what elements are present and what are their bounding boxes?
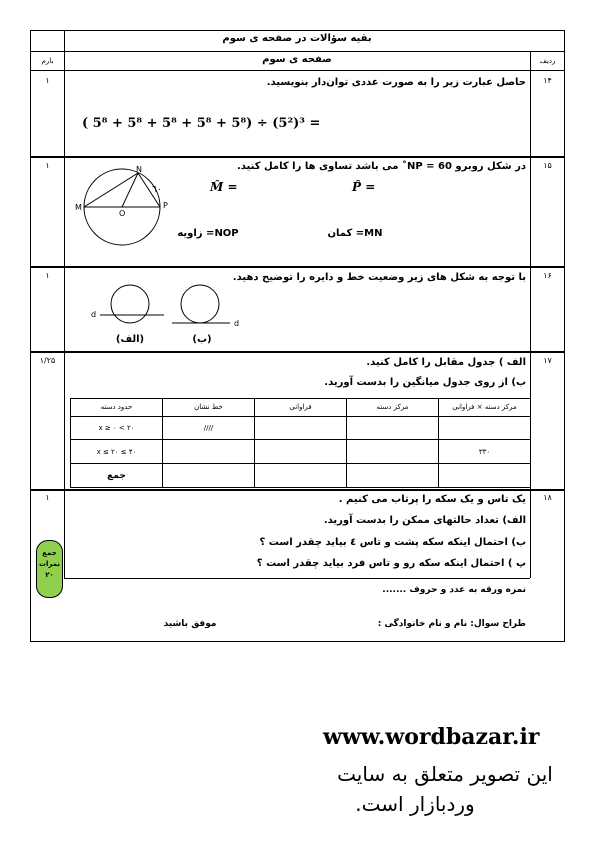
total-badge-line-2: نمرات — [38, 560, 61, 568]
question-18-part-c: پ ) احتمال اینکه سکه رو و تاس فرد بیاید چقدر است ؟ — [256, 558, 526, 569]
table-cell — [347, 464, 439, 488]
table-header-cell: حدود دسته — [71, 399, 163, 417]
table-header-cell: فراوانی — [255, 399, 347, 417]
total-badge-line-1: جمع — [42, 549, 57, 557]
point-p-label: P — [163, 201, 168, 210]
table-cell — [163, 440, 255, 464]
score-column-header: بارم — [41, 57, 54, 65]
table-cell: ۴۰ ≥ x ≤ ۲۰ — [71, 440, 163, 464]
frequency-table — [70, 398, 531, 488]
table-header-cell: خط نشان — [163, 399, 255, 417]
angle-60-label: ٦٠ — [152, 185, 162, 195]
figure-a-label: (الف) — [115, 334, 145, 345]
table-cell — [347, 440, 439, 464]
table-row — [71, 416, 531, 440]
question-15-text: در شکل روبرو NP = 60˚ می باشد تساوی ها را کامل کنید. — [236, 161, 526, 172]
circle-angle-figure — [74, 162, 174, 252]
table-cell — [439, 416, 531, 440]
watermark-url: www.wordbazar.ir — [323, 724, 540, 750]
question-17-part-a: الف ) جدول مقابل را کامل کنید. — [366, 357, 526, 368]
table-cell — [163, 464, 255, 488]
table-cell — [255, 440, 347, 464]
watermark-line-1: این تصویر متعلق به سایت — [337, 762, 553, 786]
question-16-text: با توجه به شکل های زیر وضعیت خط و دایره را توضیح دهید. — [232, 272, 526, 283]
table-cell: ۳۳۰ — [439, 440, 531, 464]
question-18-line-1: یک تاس و یک سکه را پرتاب می کنیم . — [338, 494, 526, 505]
question-16-number: ۱۶ — [543, 271, 552, 280]
question-designer: طراح سوال: نام و نام خانوادگی : — [377, 619, 526, 629]
table-header-row — [71, 399, 531, 417]
question-18-part-a: الف) تعداد حالتهای ممکن را بدست آورید. — [323, 515, 526, 526]
grade-in-words: نمره ورقه به عدد و حروف ....... — [382, 585, 526, 595]
question-15-arc-mn: MN= کمان — [327, 228, 383, 239]
question-17-part-b: ب) از روی جدول میانگین را بدست آورید. — [324, 377, 526, 388]
table-header-cell: مرکز دسته — [347, 399, 439, 417]
point-o-label: O — [119, 209, 126, 218]
question-14-score: ۱ — [45, 76, 50, 85]
question-14-expression: ( 5⁸ + 5⁸ + 5⁸ + 5⁸ + 5⁸) ÷ (5²)³ = — [82, 116, 321, 131]
table-cell: ۲۰ > x ≥ ۰ — [71, 416, 163, 440]
question-18-score: ۱ — [45, 493, 50, 502]
table-header-cell: مرکز دسته × فراوانی — [439, 399, 531, 417]
figure-b-label: (ب) — [192, 334, 212, 345]
question-18-number: ۱۸ — [543, 493, 552, 502]
row-column-header: ردیف — [539, 57, 556, 65]
point-m-label: M — [75, 203, 82, 212]
question-15-number: ۱۵ — [543, 161, 552, 170]
table-cell — [439, 464, 531, 488]
question-15-angle-nop: NOP= زاویه — [177, 228, 239, 239]
watermark-line-2: وردبازار است. — [355, 792, 475, 816]
page-title: صفحه ی سوم — [262, 54, 332, 65]
question-17-score: ۱/۲۵ — [39, 356, 56, 365]
line-d-label-a: d — [91, 310, 97, 319]
table-cell: جمع — [71, 464, 163, 488]
table-row — [71, 440, 531, 464]
question-15-m-angle: M̂ = — [210, 180, 238, 194]
question-16-score: ۱ — [45, 271, 50, 280]
table-cell — [255, 464, 347, 488]
question-17-number: ۱۷ — [543, 356, 552, 365]
point-n-label: N — [136, 165, 142, 174]
total-badge-line-3: ۲۰ — [45, 571, 54, 579]
question-18-part-b: ب) احتمال اینکه سکه پشت و تاس ٤ بیاید چقدر است ؟ — [259, 537, 526, 548]
table-cell: //// — [163, 416, 255, 440]
total-score-badge — [36, 540, 63, 598]
continue-title: بقیه سؤالات در صفحه ی سوم — [222, 33, 372, 44]
table-cell — [347, 416, 439, 440]
question-14-number: ۱۴ — [543, 76, 552, 85]
line-d-label-b: d — [234, 319, 240, 328]
table-cell — [255, 416, 347, 440]
question-15-p-angle: P̂ = — [352, 180, 376, 194]
line-circle-figures — [86, 282, 246, 332]
question-15-score: ۱ — [45, 161, 50, 170]
table-row — [71, 464, 531, 488]
good-luck-text: موفق باشید — [163, 619, 217, 629]
question-14-text: حاصل عبارت زیر را به صورت عددی توان‌دار بنویسید. — [266, 77, 526, 88]
